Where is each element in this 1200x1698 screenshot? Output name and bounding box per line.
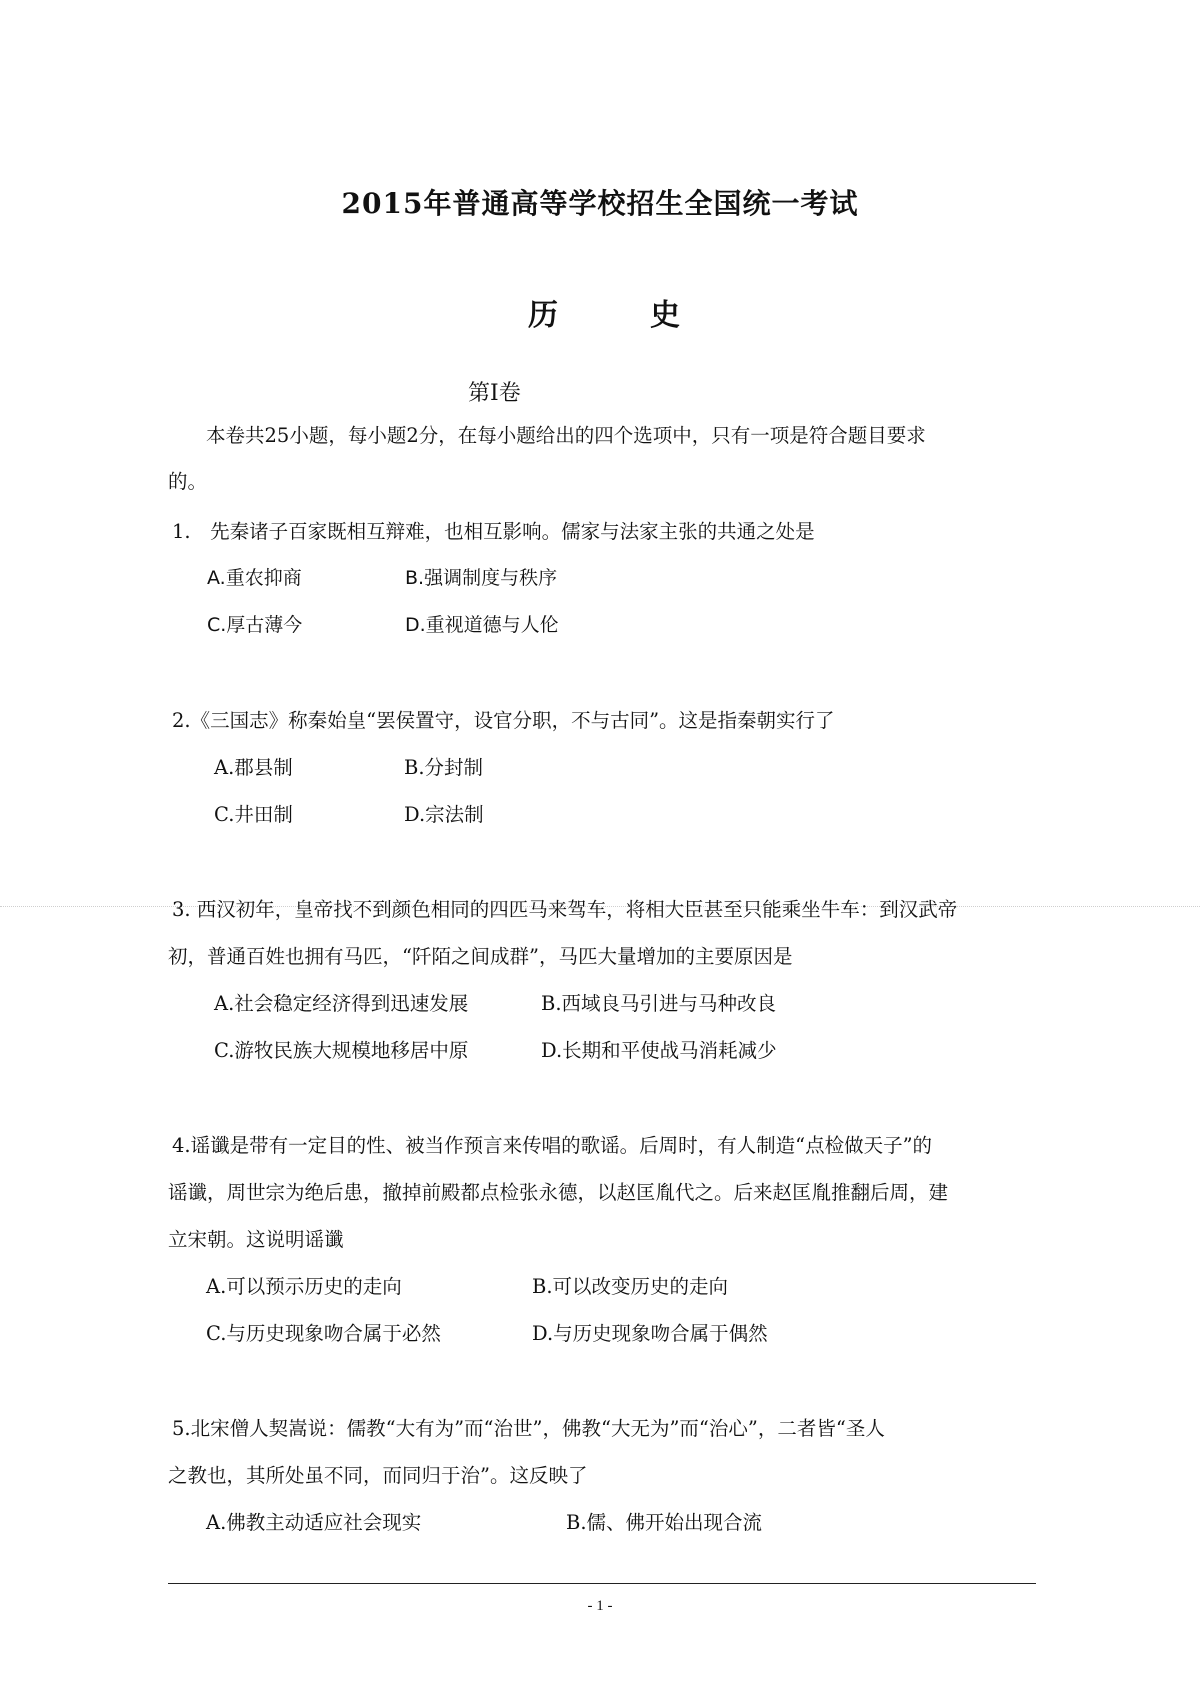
option-a: A.可以预示历史的走向 [206, 1275, 402, 1298]
option-b: B.分封制 [404, 756, 484, 779]
option-c: C.厚古薄今 [207, 614, 303, 636]
exam-title: 2015年普通高等学校招生全国统一考试 [341, 187, 859, 220]
option-c: C.与历史现象吻合属于必然 [206, 1322, 441, 1345]
question-stem-line: 4.谣谶是带有一定目的性、被当作预言来传唱的歌谣。后周时，有人制造“点检做天子”的 [172, 1134, 933, 1157]
subject-title-char-1: 历 [528, 298, 558, 333]
option-b: B.西域良马引进与马种改良 [541, 992, 777, 1015]
option-d: D.与历史现象吻合属于偶然 [532, 1322, 768, 1345]
option-d: D.重视道德与人伦 [405, 614, 559, 636]
footer-rule [168, 1583, 1036, 1584]
option-a: A.佛教主动适应社会现实 [206, 1511, 422, 1534]
option-b: B.可以改变历史的走向 [532, 1275, 729, 1298]
question-stem-line: 立宋朝。这说明谣谶 [168, 1228, 344, 1251]
page-number: - 1 - [587, 1598, 613, 1614]
option-c: C.井田制 [214, 803, 293, 826]
section-heading: 第I卷 [468, 381, 521, 406]
section-instructions-line-2: 的。 [168, 470, 208, 493]
section-instructions-line-1: 本卷共25小题，每小题2分，在每小题给出的四个选项中，只有一项是符合题目要求 [206, 424, 926, 447]
option-d: D.长期和平使战马消耗减少 [541, 1039, 777, 1062]
option-b: B.儒、佛开始出现合流 [566, 1511, 763, 1534]
option-b: B.强调制度与秩序 [405, 567, 558, 589]
question-stem-line: 谣谶，周世宗为绝后患，撤掉前殿都点检张永德，以赵匡胤代之。后来赵匡胤推翻后周，建 [168, 1181, 949, 1204]
question-stem-line: 2.《三国志》称秦始皇“罢侯置守，设官分职，不与古同”。这是指秦朝实行了 [172, 709, 835, 732]
subject-title-char-2: 史 [650, 298, 680, 333]
option-a: A.重农抑商 [207, 567, 302, 589]
option-d: D.宗法制 [404, 803, 484, 826]
option-a: A.社会稳定经济得到迅速发展 [214, 992, 469, 1015]
option-a: A.郡县制 [214, 756, 293, 779]
question-stem-line: 5.北宋僧人契嵩说：儒教“大有为”而“治世”，佛教“大无为”而“治心”，二者皆“圣人 [172, 1417, 885, 1440]
question-stem-line: 3. 西汉初年，皇帝找不到颜色相同的四匹马来驾车，将相大臣甚至只能乘坐牛车：到汉武帝 [172, 898, 958, 921]
question-stem-line: 初，普通百姓也拥有马匹，“阡陌之间成群”，马匹大量增加的主要原因是 [168, 945, 793, 968]
question-stem-line: 1. 先秦诸子百家既相互辩难，也相互影响。儒家与法家主张的共通之处是 [172, 520, 815, 543]
question-stem-line: 之教也，其所处虽不同，而同归于治”。这反映了 [168, 1464, 588, 1487]
option-c: C.游牧民族大规模地移居中原 [214, 1039, 469, 1062]
